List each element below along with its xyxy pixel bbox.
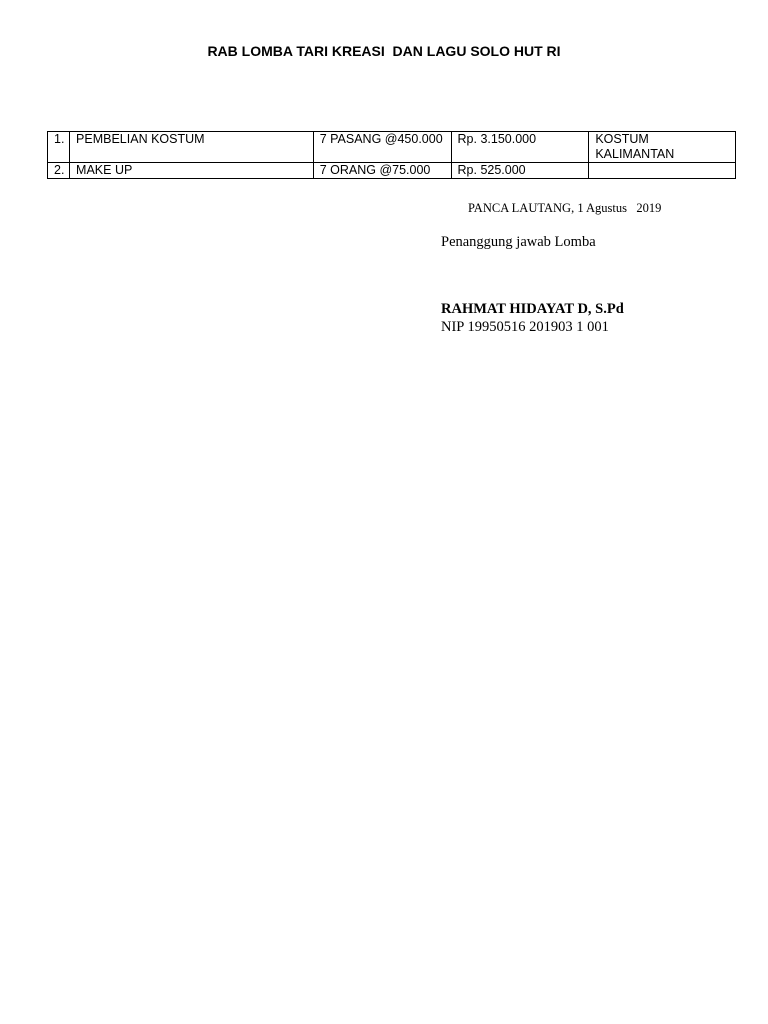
item-note: KOSTUM KALIMANTAN (589, 132, 736, 163)
signer-role: Penanggung jawab Lomba (441, 234, 596, 250)
place-date: PANCA LAUTANG, 1 Agustus 2019 (468, 201, 662, 215)
row-number: 2. (48, 163, 70, 179)
item-description: PEMBELIAN KOSTUM (70, 132, 314, 163)
row-number: 1. (48, 132, 70, 163)
signer-nip: NIP 19950516 201903 1 001 (441, 319, 609, 335)
document-title: RAB LOMBA TARI KREASI DAN LAGU SOLO HUT RI (207, 43, 561, 59)
item-total: Rp. 525.000 (451, 163, 589, 179)
item-description: MAKE UP (70, 163, 314, 179)
table-row (48, 163, 736, 179)
table-row (48, 132, 736, 163)
budget-table (47, 131, 736, 179)
item-note (589, 163, 736, 179)
item-quantity: 7 ORANG @75.000 (313, 163, 451, 179)
item-total: Rp. 3.150.000 (451, 132, 589, 163)
signer-name: RAHMAT HIDAYAT D, S.Pd (441, 301, 624, 317)
item-quantity: 7 PASANG @450.000 (313, 132, 451, 163)
